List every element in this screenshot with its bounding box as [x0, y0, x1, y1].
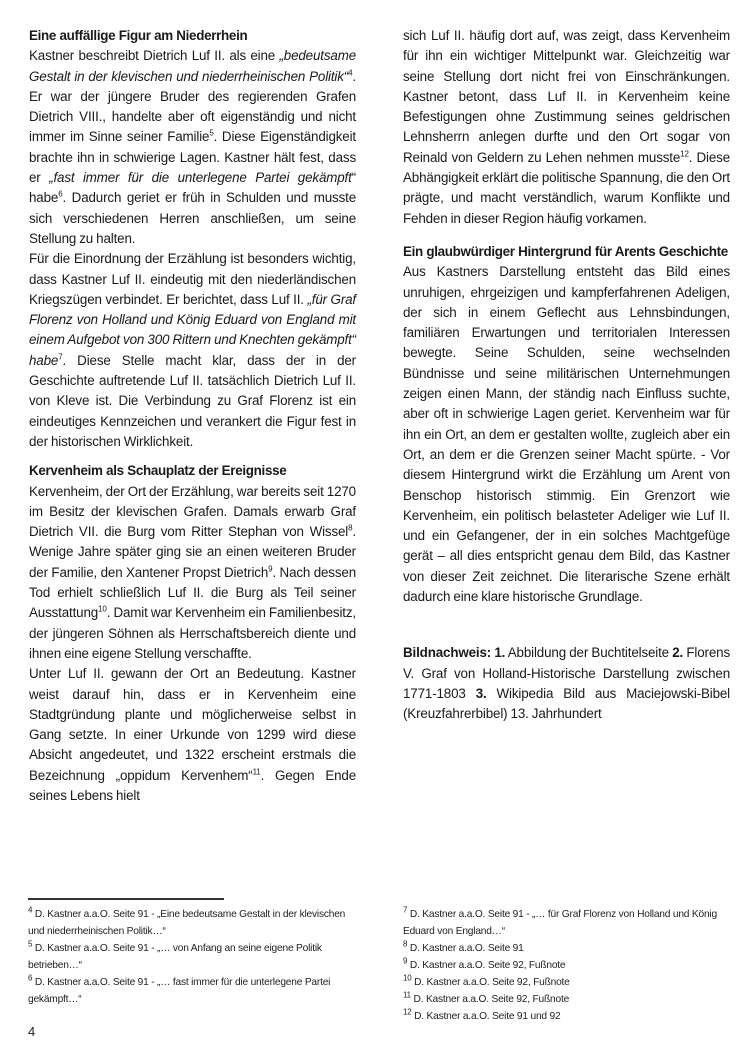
footnote: $^6$ D. Kastner a.a.O. Seite 91 - „… fast immer für die unterlegene Partei gekämpft…“: [28, 973, 331, 1005]
footnote-ref[interactable]: 12: [680, 149, 689, 159]
footnote: $^{12}$ D. Kastner a.a.O. Seite 91 und 92: [403, 1007, 561, 1022]
section-heading: Eine auffällige Figur am Niederrhein: [29, 28, 248, 43]
footnote-ref[interactable]: 6: [58, 189, 63, 199]
footnote: $^8$ D. Kastner a.a.O. Seite 91: [403, 939, 524, 954]
right-column: [403, 26, 730, 725]
footnote: $^9$ D. Kastner a.a.O. Seite 92, Fußnote: [403, 956, 566, 971]
page-number: 4: [28, 1024, 36, 1039]
paragraph: Unter Luf II. gewann der Ort an Bedeutung. Kastner weist darauf hin, dass er in Kervenheim eine Stadtgründung plante und möglicherweise selbst in Gang setzte. In einer Urkunde von 1299 wird diese Absicht angedeutet, und 1322 erscheint erstmals die Bezeichnung „oppidum Kervenhem“$^{11}$. Gegen Ende seines Lebens hielt: [29, 666, 356, 803]
paragraph: sich Luf II. häufig dort auf, was zeigt, dass Kervenheim für ihn ein wichtiger Mittelpunkt war. Gleichzeitig war seine Stellung dort nicht frei von Einschränkungen. Kastner betont, dass Luf II. in Kervenheim keine Befestigungen ohne Zustimmung seines geldrischen Lehnsherrn anlegen durfte und den Ort sogar von Reinald von Geldern zu Lehen nehmen musste$^{12}$. Diese Abhängigkeit erklärt die politische Spannung, die den Ort prägte, und macht verständlich, warum Konflikte und Fehden in dieser Region häufig vorkamen.: [403, 28, 730, 226]
paragraph: Kervenheim, der Ort der Erzählung, war bereits seit 1270 im Besitz der klevischen Grafen. Damals erwarb Graf Dietrich VII. die Burg vom Ritter Stephan von Wissel$^8$. Wenige Jahre später ging sie an einen weiteren Bruder der Familie, den Xantener Propst Dietrich$^9$. Nach dessen Tod erhielt schließlich Luf II. die Burg als Teil seiner Ausstattung$^{10}$. Damit war Kervenheim ein Familienbesitz, der jüngeren Söhnen als Herrschaftsbereich diente und ihnen eine eigene Stellung verschaffte.: [29, 483, 356, 661]
footnote-separator: [28, 898, 224, 900]
footnote: $^{11}$ D. Kastner a.a.O. Seite 92, Fußnote: [403, 990, 570, 1005]
footnotes-left: [28, 906, 358, 1008]
paragraph: Für die Einordnung der Erzählung ist besonders wichtig, dass Kastner Luf II. eindeutig mit den niederländischen Kriegszügen verbindet. Er berichtet, dass Luf II. „für Graf Florenz von Holland und König Eduard von England mit einem Aufgebot von 300 Rittern und Knechten gekämpft“ habe$^7$. Diese Stelle macht klar, dass der in der Geschichte auftretende Luf II. tatsächlich Dietrich Luf II. von Kleve ist. Die Verbindung zu Graf Florenz ist ein eindeutiges Kennzeichen und verankert die Figur fest in der historischen Wirklichkeit.: [29, 251, 357, 449]
footnote-ref[interactable]: 9: [268, 564, 273, 574]
left-column: [29, 26, 356, 806]
footnote: $^4$ D. Kastner a.a.O. Seite 91 - „Eine bedeutsame Gestalt in der klevischen und niederrheinischen Politik…“: [28, 905, 346, 937]
paragraph: Aus Kastners Darstellung entsteht das Bild eines unruhigen, ehrgeizigen und kampferfahrenen Adeligen, der sich in einem Geflecht aus Lehnsbindungen, familiären Erwartungen und territorialen Interessen bewegte. Seine Schulden, seine wechselnden Bündnisse und seine militärischen Unternehmungen zeigen einen Mann, der ständig nach Einfluss suchte, aber oft in schwierige Lagen geriet. Kervenheim war für ihn ein Ort, an dem er gestalten wollte, zugleich aber ein Ort, an dem er die Grenzen seiner Macht spürte. - Vor diesem Hintergrund wirkt die Erzählung um Arent von Benschop historisch stimmig. Ein Grenzort wie Kervenheim, ein politisch belasteter Adeliger wie Luf II. und ein Gefangener, der in ein solches Machtgefüge gerät – all dies entspricht genau dem Bild, das Kastner von dieser Zeit zeichnet. Die literarische Szene erhält dadurch eine klare historische Grundlage.: [403, 264, 730, 605]
footnote: $^5$ D. Kastner a.a.O. Seite 91 - „… von Anfang an seine eigene Politik betrieben…“: [28, 939, 322, 971]
paragraph: Kastner beschreibt Dietrich Luf II. als eine „bedeutsame Gestalt in der klevischen und niederrheinischen Politik“$^4$. Er war der jüngere Bruder des regierenden Grafen Dietrich VIII., handelte aber oft eigenständig und nicht immer im Sinne seiner Familie$^5$. Diese Eigenständigkeit brachte ihn in schwierige Lagen. Kastner hält fest, dass er „fast immer für die unterlegene Partei gekämpft“ habe$^6$. Dadurch geriet er früh in Schulden und musste sich verschiedenen Herren anschließen, um seine Stellung zu halten.: [29, 48, 356, 246]
footnote: $^7$ D. Kastner a.a.O. Seite 91 - „… für Graf Florenz von Holland und König Eduard von England…“: [403, 905, 717, 937]
footnote-ref[interactable]: 7: [58, 352, 63, 362]
footnotes-right: [403, 906, 733, 1025]
footnote: $^{10}$ D. Kastner a.a.O. Seite 92, Fußnote: [403, 973, 570, 988]
footnote-ref[interactable]: 5: [209, 129, 214, 139]
footnote-ref[interactable]: 4: [348, 68, 353, 78]
section-heading: Ein glaubwürdiger Hintergrund für Arents Geschichte: [403, 243, 728, 259]
footnote-ref[interactable]: 11: [252, 767, 261, 777]
image-credits: Bildnachweis: 1. Abbildung der Buchtitelseite 2. Florens V. Graf von Holland-Historische Darstellung zwischen 1771-1803 3. Wikipedia Bild aus Maciejowski-Bibel (Kreuzfahrerbibel) 13. Jahrhundert: [403, 645, 730, 722]
footnote-ref[interactable]: 10: [98, 604, 107, 614]
footnote-ref[interactable]: 8: [348, 523, 353, 533]
section-heading: Kervenheim als Schauplatz der Ereignisse: [29, 463, 287, 479]
